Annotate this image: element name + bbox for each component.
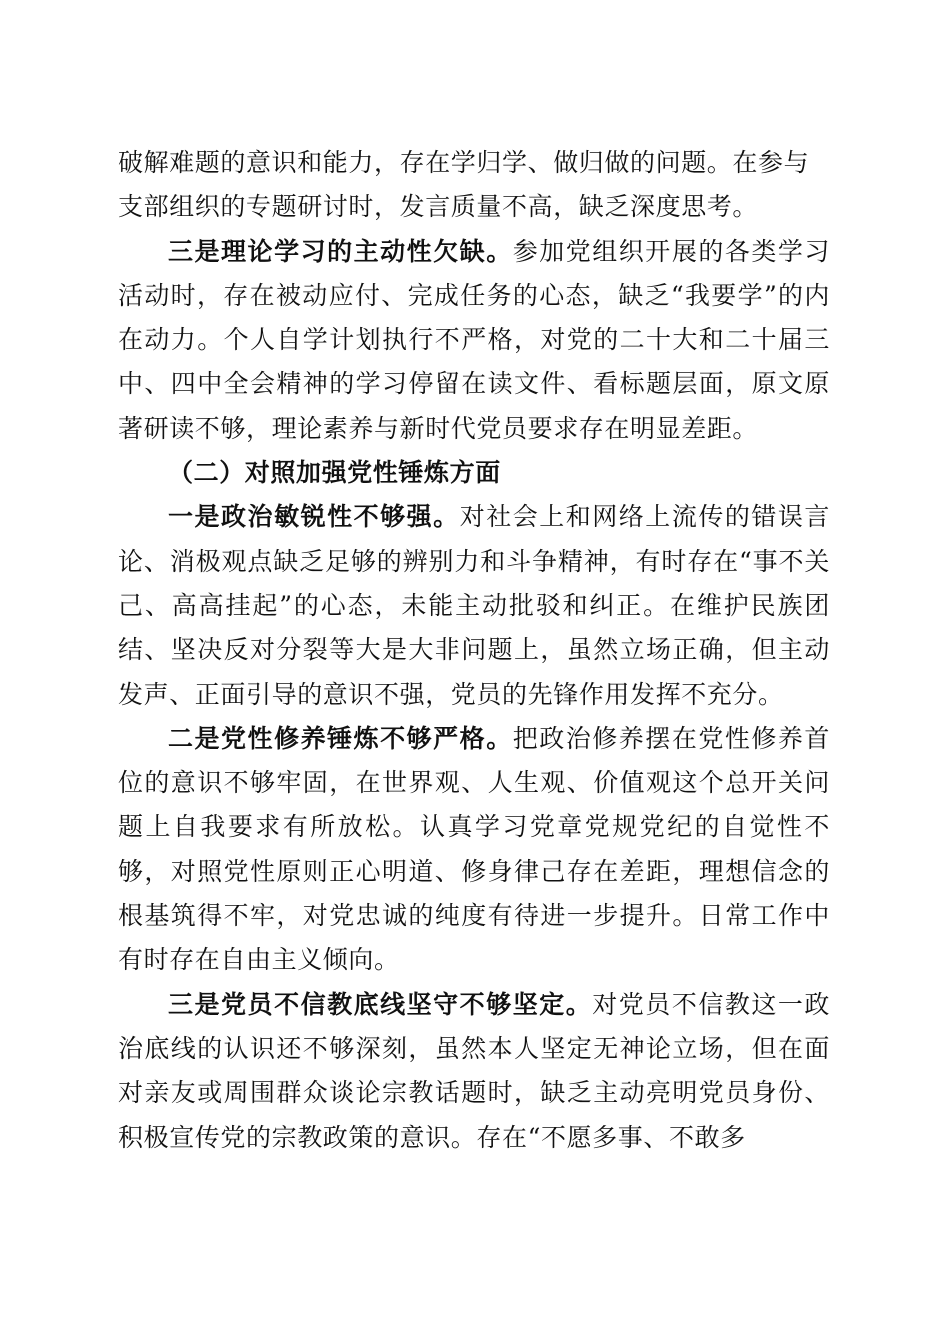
document-body [118,141,830,1160]
paragraph-religion-bottom-line [118,983,830,1160]
paragraph-party-spirit [118,717,830,983]
section-heading: （二）对照加强党性锤炼方面 [168,458,501,488]
paragraph-text: 对社会上和网络上流传的错误言论、消极观点缺乏足够的辨别力和斗争精神，有时存在“事不关己、高高挂起”的心态，未能主动批驳和纠正。在维护民族团结、坚决反对分裂等大是大非问题上，虽然立场正确，但主动发声、正面引导的意识不强，党员的先锋作用发挥不充分。 [118,502,830,709]
text-line: 破解难题的意识和能力，存在学归学、做归做的问题。在参与 [118,148,810,177]
paragraph-lead: 三是理论学习的主动性欠缺。 [168,236,513,266]
paragraph-text: 把政治修养摆在党性修养首位的意识不够牢固，在世界观、人生观、价值观这个总开关问题上自我要求有所放松。认真学习党章党规党纪的自觉性不够，对照党性原则正心明道、修身律己存在差距，理想信念的根基筑得不牢，对党忠诚的纯度有待进一步提升。日常工作中有时存在自由主义倾向。 [118,723,830,975]
paragraph-continuation [118,141,830,230]
paragraph-lead: 一是政治敏锐性不够强。 [168,502,460,532]
paragraph-text: 参加党组织开展的各类学习活动时，存在被动应付、完成任务的心态，缺乏“我要学”的内在动力。个人自学计划执行不严格，对党的二十大和二十届三中、四中全会精神的学习停留在读文件、看标题层面，原文原著研读不够，理论素养与新时代党员要求存在明显差距。 [118,236,830,443]
paragraph-text: 对党员不信教这一政治底线的认识还不够深刻，虽然本人坚定无神论立场，但在面对亲友或周围群众谈论宗教话题时，缺乏主动亮明党员身份、积极宣传党的宗教政策的意识。存在“不愿多事、不敢多 [118,989,830,1152]
text-line: 支部组织的专题研讨时，发言质量不高，缺乏深度思考。 [118,192,759,222]
paragraph-theory-study [118,230,830,451]
paragraph-lead: 三是党员不信教底线坚守不够坚定。 [168,989,593,1019]
paragraph-political-sensitivity [118,495,830,716]
paragraph-lead: 二是党性修养锤炼不够严格。 [168,723,513,753]
